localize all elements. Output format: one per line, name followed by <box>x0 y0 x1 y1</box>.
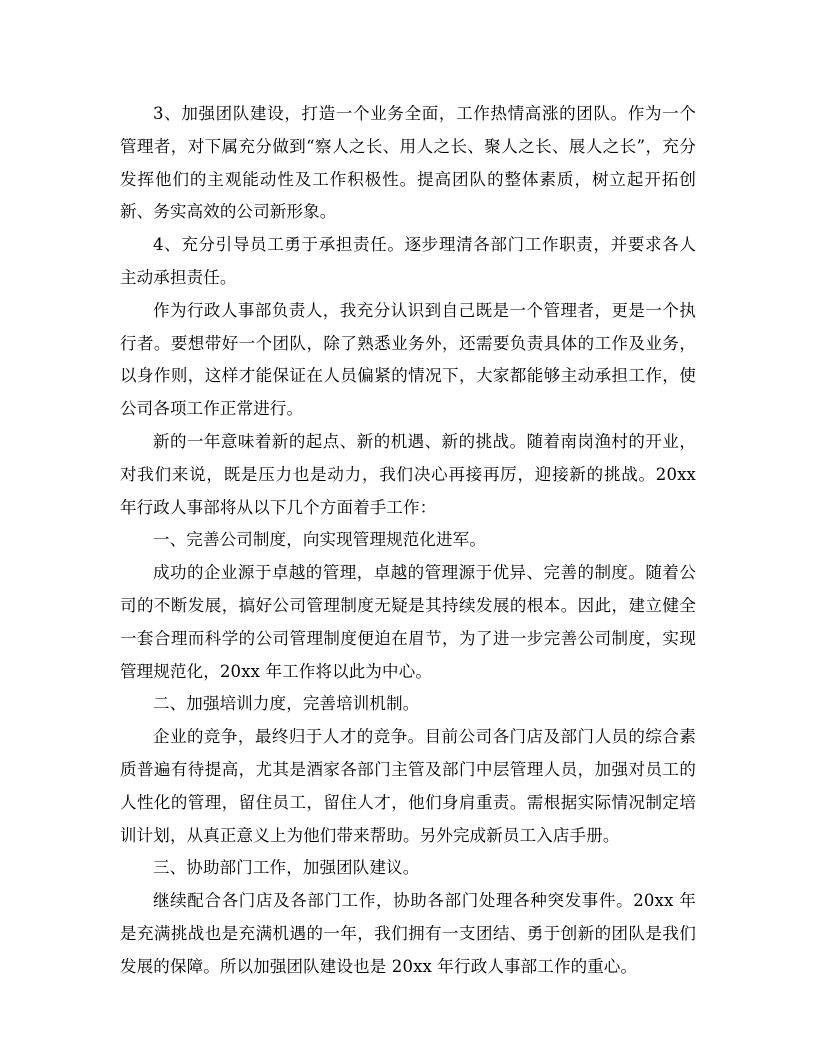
section-heading-1: 一、完善公司制度，向实现管理规范化进军。 <box>153 530 486 550</box>
paragraph-new-year: 新的一年意味着新的起点、新的机遇、新的挑战。随着南岗渔村的开业，对我们来说，既是压力也是动力，我们决心再接再厉，迎接新的挑战。20xx 年行政人事部将从以下几个方面着手工作： <box>120 431 696 517</box>
document-body <box>120 98 696 984</box>
paragraph-team-building: 3、加强团队建设，打造一个业务全面，工作热情高涨的团队。作为一个管理者，对下属充分做到“察人之长、用人之长、聚人之长、展人之长”，充分发挥他们的主观能动性及工作积极性。提高团队的整体素质，树立起开拓创新、务实高效的公司新形象。 <box>120 104 696 222</box>
paragraph-department-head: 作为行政人事部负责人，我充分认识到自己既是一个管理者，更是一个执行者。要想带好一个团队，除了熟悉业务外，还需要负责具体的工作及业务，以身作则，这样才能保证在人员偏紧的情况下，大家都能够主动承担工作，使公司各项工作正常进行。 <box>120 300 696 419</box>
section-heading-2: 二、加强培训力度，完善培训机制。 <box>153 694 420 714</box>
section-heading-3: 三、协助部门工作，加强团队建议。 <box>153 858 420 878</box>
paragraph-training: 企业的竞争，最终归于人才的竞争。目前公司各门店及部门人员的综合素质普遍有待提高，尤其是酒家各部门主管及部门中层管理人员，加强对员工的人性化的管理，留住员工，留住人才，他们身肩重责。需根据实际情况制定培训计划，从真正意义上为他们带来帮助。另外完成新员工入店手册。 <box>120 727 696 845</box>
paragraph-company-system: 成功的企业源于卓越的管理，卓越的管理源于优异、完善的制度。随着公司的不断发展，搞好公司管理制度无疑是其持续发展的根本。因此，建立健全一套合理而科学的公司管理制度便迫在眉节，为了进一步完善公司制度，实现管理规范化，20xx 年工作将以此为中心。 <box>120 563 696 681</box>
paragraph-department-support: 继续配合各门店及各部门工作，协助各部门处理各种突发事件。20xx 年是充满挑战也是充满机遇的一年，我们拥有一支团结、勇于创新的团队是我们发展的保障。所以加强团队建设也是 20xx 年行政人事部工作的重心。 <box>120 891 696 976</box>
paragraph-responsibility: 4、充分引导员工勇于承担责任。逐步理清各部门工作职责，并要求各人主动承担责任。 <box>120 235 696 287</box>
